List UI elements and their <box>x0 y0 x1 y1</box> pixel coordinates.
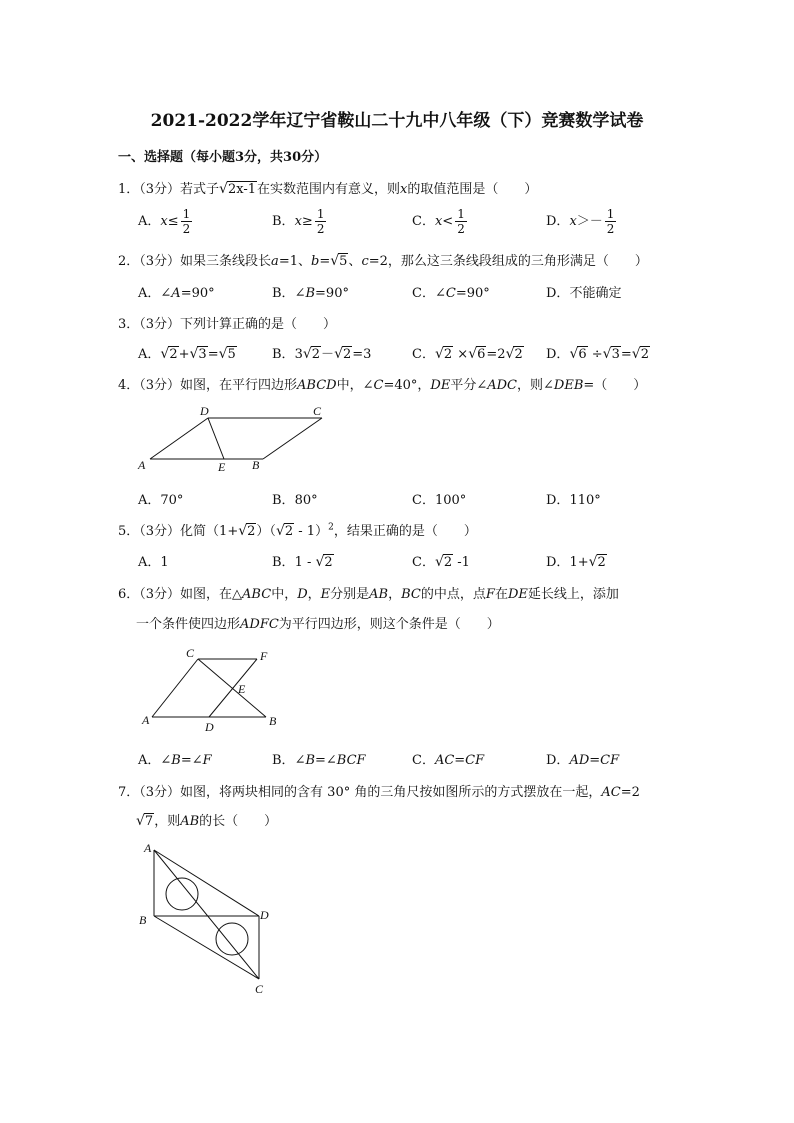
q1-var: x <box>400 182 408 197</box>
q3-option-a[interactable]: A．√2+√3=√5 <box>138 346 236 362</box>
q2-option-a[interactable]: A．∠A=90° <box>138 286 215 301</box>
q1-radicand: 2x-1 <box>227 182 257 197</box>
segment-ac <box>154 850 259 979</box>
q5-option-c[interactable]: C．√2 -1 <box>412 554 470 570</box>
fraction: $\frac{1}{2}$ <box>316 207 325 236</box>
q1-option-a[interactable]: A．x≤ $\frac{1}{2}$ <box>138 207 191 236</box>
question-2: 2．（3分）如果三条线段长a=1、b=√5、c=2，那么这三条线段组成的三角形满足（ ） <box>118 253 648 269</box>
question-6-line2: 一个条件使四边形ADFC为平行四边形，则这个条件是（ ） <box>136 617 500 632</box>
q1-option-b[interactable]: B．x≥ $\frac{1}{2}$ <box>272 207 325 236</box>
label-c: C <box>186 646 195 660</box>
label-f: F <box>260 649 268 663</box>
fraction: $\frac{1}{2}$ <box>182 207 191 236</box>
question-7-line1: 7．（3分）如图，将两块相同的含有 30° 角的三角尺按如图所示的方式摆放在一起，AC=2 <box>118 785 640 800</box>
q6-option-c[interactable]: C．AC=CF <box>412 753 485 768</box>
segment-bc <box>154 916 259 979</box>
q6-option-a[interactable]: A．∠B=∠F <box>138 753 212 768</box>
question-4: 4．（3分）如图，在平行四边形ABCD中，∠C=40°，DE平分∠ADC，则∠DEB=（ ） <box>118 378 647 393</box>
q6-option-d[interactable]: D．AD=CF <box>546 753 620 768</box>
label-a: A <box>138 458 146 472</box>
label-d: D <box>260 908 269 922</box>
q1-option-c[interactable]: C．x< $\frac{1}{2}$ <box>412 207 465 236</box>
triangle-hole-circle <box>216 923 248 955</box>
segment-cb <box>198 659 266 717</box>
question-6-line1: 6．（3分）如图，在△ABC中，D，E分别是AB，BC的中点，点F在DE延长线上，添加 <box>118 587 619 602</box>
q1-post2: 的取值范围是（ ） <box>407 182 538 197</box>
q3-option-b[interactable]: B．3√2－√2=3 <box>272 346 372 362</box>
q1-pre: 1．（3分）若式子 <box>118 182 220 197</box>
question-7-line2: √7，则AB的长（ ） <box>136 813 278 829</box>
label-e: E <box>238 682 246 696</box>
section-heading: 一、选择题（每小题3分，共30分） <box>118 150 328 165</box>
question-1: 1．（3分）若式子√2x-1在实数范围内有意义，则x的取值范围是（ ） <box>118 181 538 197</box>
q4-option-b[interactable]: B．80° <box>272 493 318 508</box>
label-e: E <box>218 460 226 474</box>
q4-option-c[interactable]: C．100° <box>412 493 467 508</box>
label-c: C <box>313 404 322 418</box>
label-a: A <box>144 841 152 855</box>
q3-option-c[interactable]: C．√2 ×√6=2√2 <box>412 346 523 362</box>
label-b: B <box>252 458 260 472</box>
label-d: D <box>205 720 214 734</box>
q2-option-c[interactable]: C．∠C=90° <box>412 286 490 301</box>
q5-option-b[interactable]: B．1 - √2 <box>272 554 333 570</box>
question-5: 5．（3分）化简（1+√2）（√2 - 1）$^2$，结果正确的是（ ） <box>118 522 477 539</box>
segment-de <box>208 418 224 459</box>
q1-option-d[interactable]: D．x＞－ $\frac{1}{2}$ <box>546 207 615 236</box>
label-d: D <box>200 404 209 418</box>
q5-option-a[interactable]: A．1 <box>138 555 169 570</box>
label-b: B <box>139 913 147 927</box>
q2-option-b[interactable]: B．∠B=90° <box>272 286 349 301</box>
label-c: C <box>255 982 264 996</box>
fraction: $\frac{1}{2}$ <box>606 207 615 236</box>
segment-df <box>209 659 257 717</box>
triangle-hole-circle <box>166 878 198 910</box>
q6-triangle-figure <box>132 642 292 737</box>
q4-option-d[interactable]: D．110° <box>546 493 601 508</box>
segment-bc <box>263 418 322 459</box>
q1-post1: 在实数范围内有意义，则 <box>257 182 401 197</box>
q2-option-d[interactable]: D．不能确定 <box>546 286 622 301</box>
q5-option-d[interactable]: D．1+√2 <box>546 554 606 570</box>
fraction: $\frac{1}{2}$ <box>457 207 465 236</box>
label-b: B <box>269 714 277 728</box>
segment-ac <box>152 659 198 717</box>
q4-parallelogram-figure <box>130 400 340 475</box>
question-3: 3．（3分）下列计算正确的是（ ） <box>118 317 337 332</box>
q7-triangles-figure <box>132 838 282 1000</box>
q3-option-d[interactable]: D．√6 ÷√3=√2 <box>546 346 649 362</box>
segment-da <box>150 418 208 459</box>
label-a: A <box>142 713 150 727</box>
page-title: 2021-2022学年辽宁省鞍山二十九中八年级（下）竞赛数学试卷 <box>150 111 644 131</box>
q4-option-a[interactable]: A．70° <box>138 493 184 508</box>
q6-option-b[interactable]: B．∠B=∠BCF <box>272 753 366 768</box>
